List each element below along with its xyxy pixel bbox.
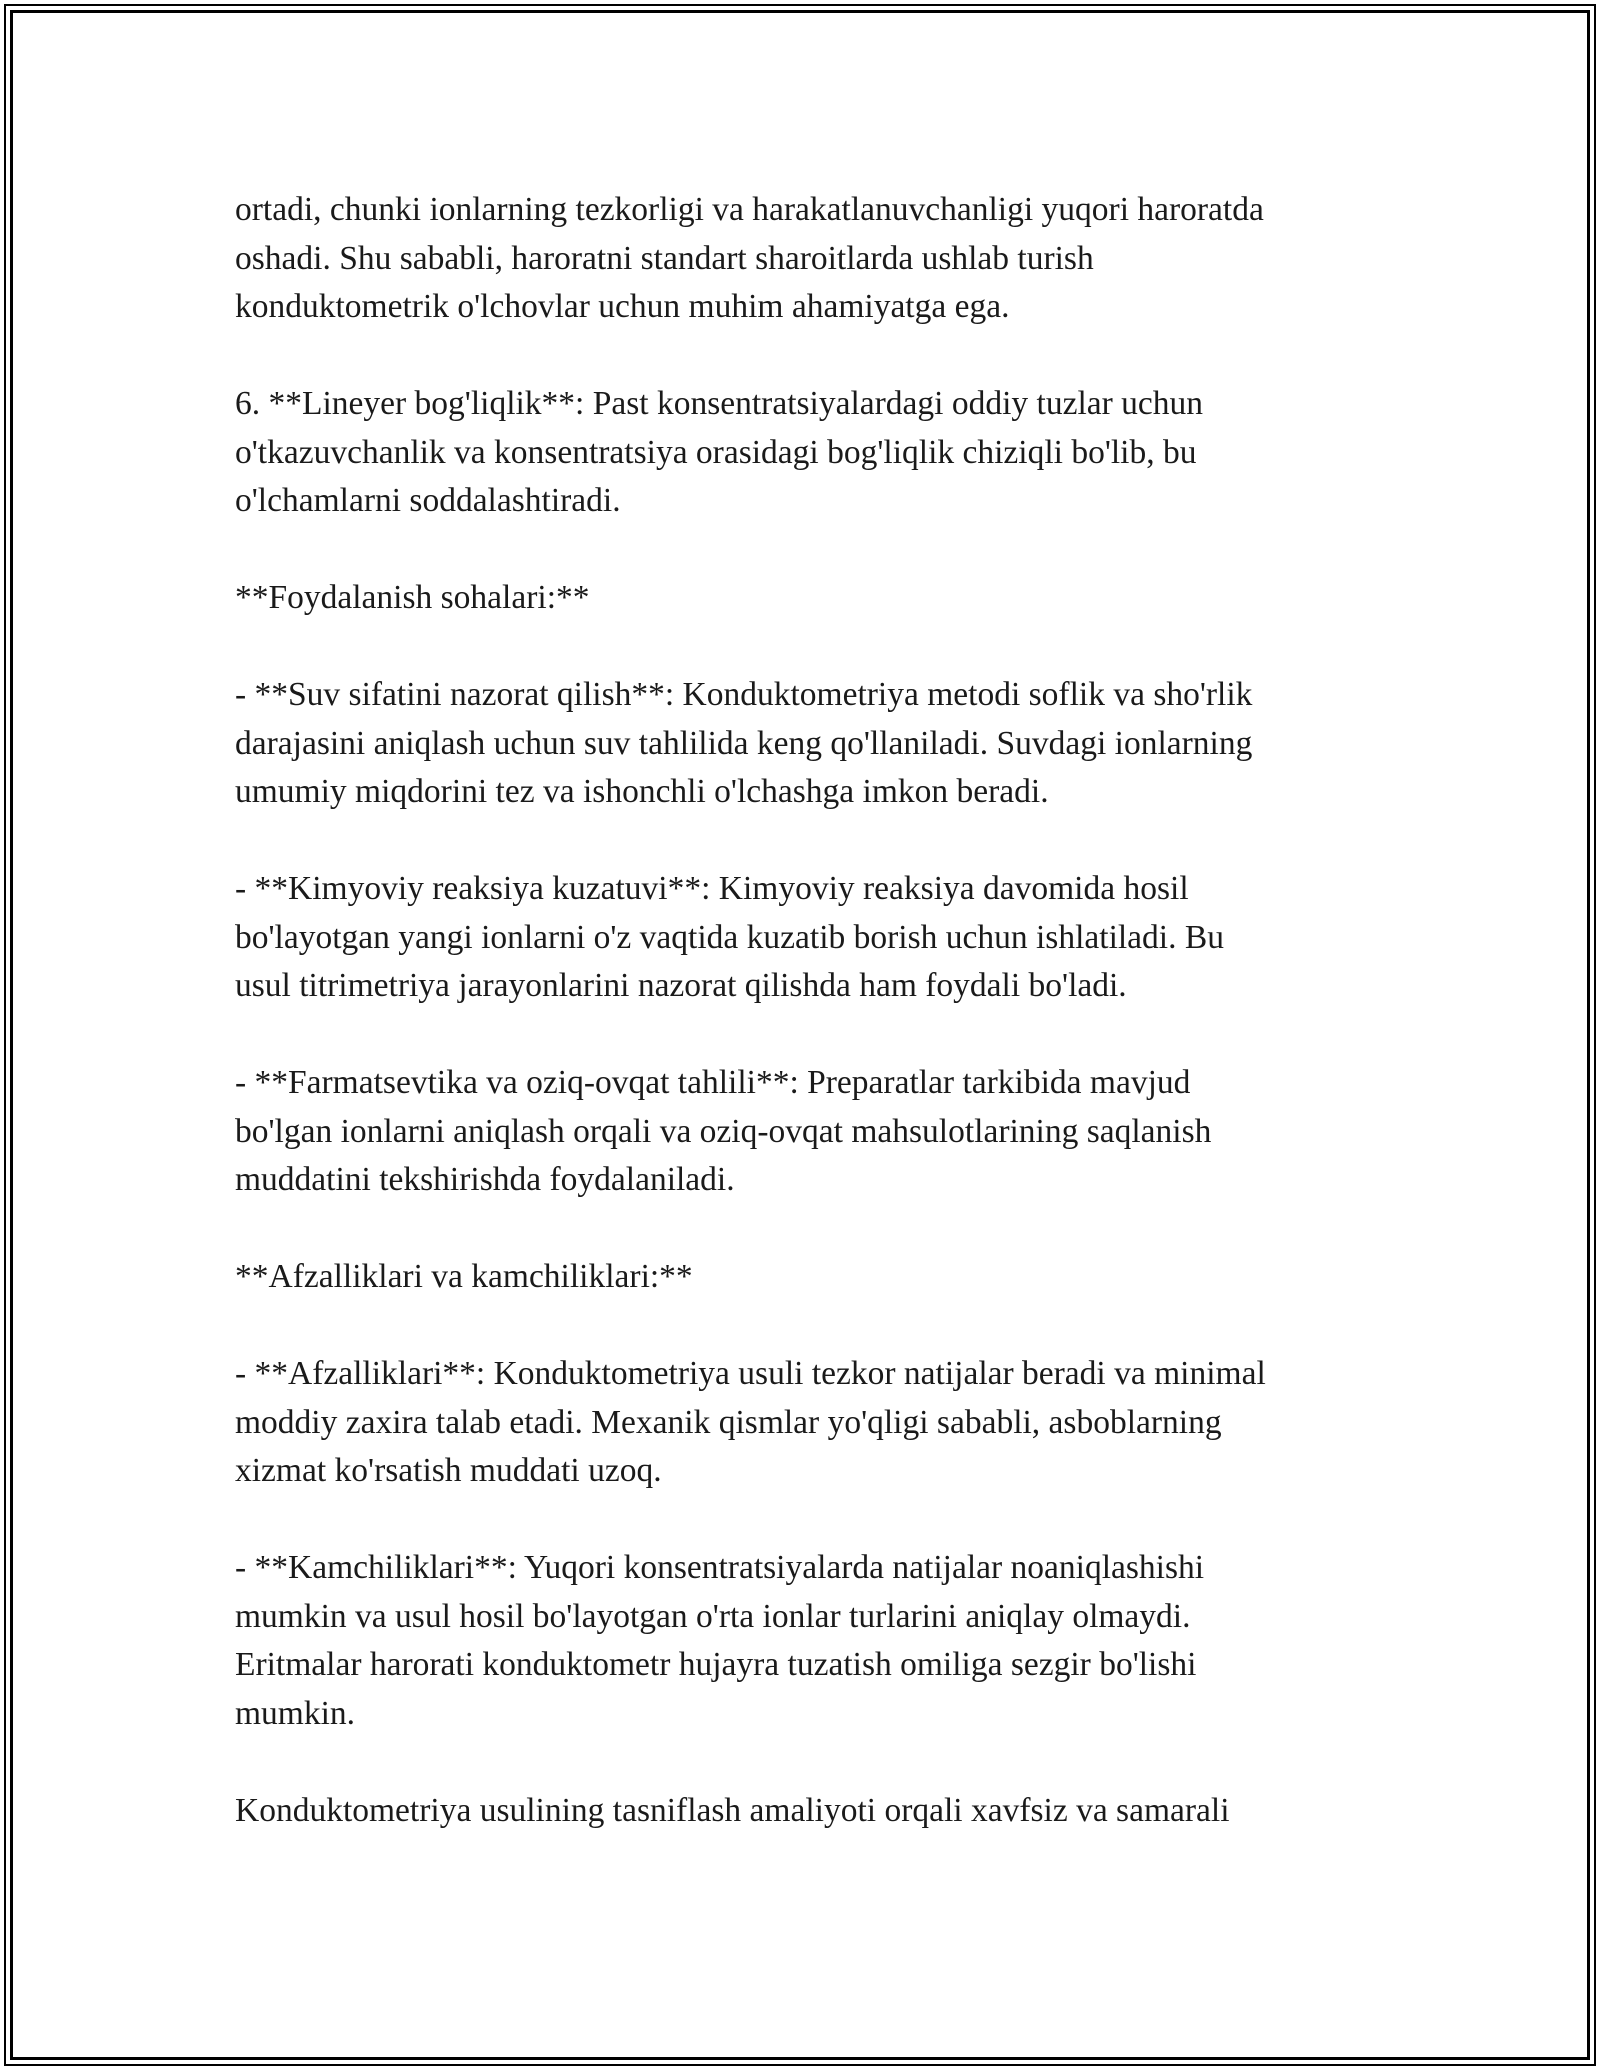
list-item-reaction-monitoring: - **Kimyoviy reaksiya kuzatuvi**: Kimyoviy reaksiya davomida hosil bo'layotgan yangi ionlarni o'z vaqtida kuzatib borish uchun ishlatiladi. Bu usul titrimetriya jarayonlarini nazorat qilishda ham foydali bo'ladi.: [235, 870, 1224, 1004]
list-item-water-quality: - **Suv sifatini nazorat qilish**: Konduktometriya metodi soflik va sho'rlik darajasini aniqlash uchun suv tahlilida keng qo'llaniladi. Suvdagi ionlarning umumiy miqdorini tez va ishonchli o'lchashga imkon beradi.: [235, 676, 1253, 810]
heading-pros-cons: **Afzalliklari va kamchiliklari:**: [235, 1258, 693, 1295]
heading-application-areas: **Foydalanish sohalari:**: [235, 579, 590, 616]
list-item-disadvantages: - **Kamchiliklari**: Yuqori konsentratsiyalarda natijalar noaniqlashishi mumkin va usul hosil bo'layotgan o'rta ionlar turlarini aniqlay olmaydi. Eritmalar harorati konduktometr hujayra tuzatish omiliga sezgir bo'lishi mumkin.: [235, 1549, 1205, 1732]
list-item-advantages: - **Afzalliklari**: Konduktometriya usuli tezkor natijalar beradi va minimal moddiy zaxira talab etadi. Mexanik qismlar yo'qligi sababli, asboblarning xizmat ko'rsatish muddati uzoq.: [235, 1355, 1266, 1489]
paragraph-linear-dependence: 6. **Lineyer bog'liqlik**: Past konsentratsiyalardagi oddiy tuzlar uchun o'tkazuvchanlik va konsentratsiya orasidagi bog'liqlik chiziqli bo'lib, bu o'lchamlarni soddalashtiradi.: [235, 385, 1204, 519]
paragraph-conclusion: Konduktometriya usulining tasniflash amaliyoti orqali xavfsiz va samarali: [235, 1791, 1230, 1829]
paragraph-temperature-effect: ortadi, chunki ionlarning tezkorligi va harakatlanuvchanligi yuqori haroratda oshadi. Shu sababli, haroratni standart sharoitlarda ushlab turish konduktometrik o'lchovlar uchun muhim ahamiyatga ega.: [235, 191, 1264, 325]
document-body: [235, 186, 1415, 1835]
list-item-pharma-food-analysis: - **Farmatsevtika va oziq-ovqat tahlili**: Preparatlar tarkibida mavjud bo'lgan ionlarni aniqlash orqali va oziq-ovqat mahsulotlarining saqlanish muddatini tekshirishda foydalaniladi.: [235, 1064, 1212, 1198]
